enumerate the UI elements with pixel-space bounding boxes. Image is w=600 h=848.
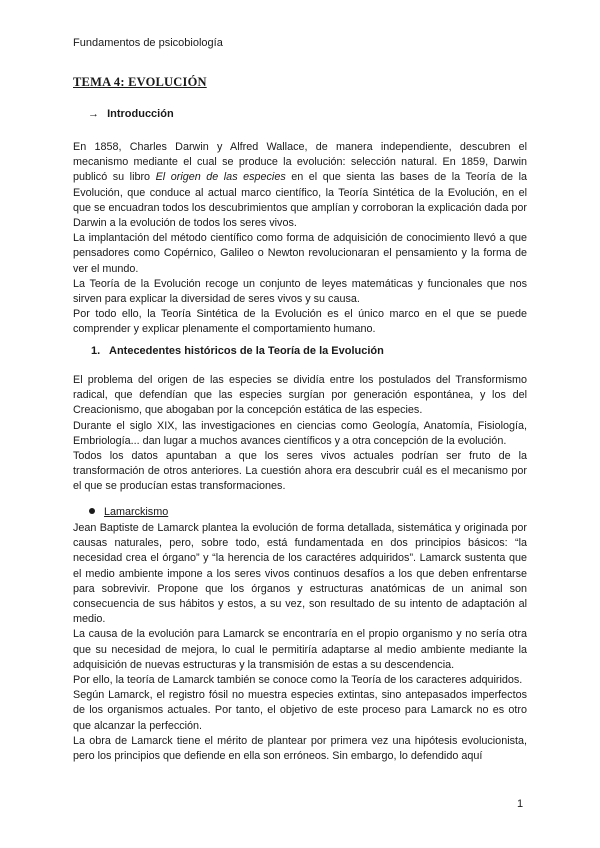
lamarck-bullet bbox=[89, 506, 168, 518]
intro-paragraph-3: La Teoría de la Evolución recoge un conjunto de leyes matemáticas y funcionales que nos sirven para explicar la diversidad de seres vivos y su causa. bbox=[73, 277, 527, 306]
arrow-right-icon: → bbox=[88, 108, 99, 120]
intro-body bbox=[73, 140, 527, 338]
lamarck-paragraph-2: La causa de la evolución para Lamarck se encontraría en el propio organismo y no sería otra que su necesidad de mejora, lo cual le permitiría adaptarse al medio ambiente mediante la adquisición de nuevas estructuras y la transmisión de estas a su descendencia. bbox=[73, 628, 527, 671]
intro-paragraph-4: Por todo ello, la Teoría Sintética de la Evolución es el único marco en el que se puede comprender y explicar plenamente el comportamiento humano. bbox=[73, 308, 527, 336]
intro-paragraph-2: La implantación del método científico como forma de adquisición de conocimiento llevó a que pensadores como Copérnico, Galileo o Newton revolucionaran el pensamiento y la forma de ver el mundo. bbox=[73, 232, 527, 275]
lamarck-paragraph-5: La obra de Lamarck tiene el mérito de plantear por primera vez una hipótesis evolucionista, pero los principios que defiende en ella son erróneos. Sin embargo, lo defendido aquí bbox=[73, 734, 527, 763]
lamarck-body bbox=[73, 521, 527, 764]
section-1-paragraph-3: Todos los datos apuntaban a que los seres vivos actuales podrían ser fruto de la transformación de otros anteriores. La cuestión ahora era descubrir cuál es el mecanismo por el que se producían estas transformaciones. bbox=[73, 450, 527, 493]
lamarck-paragraph-1: Jean Baptiste de Lamarck plantea la evolución de forma detallada, sistemática y originada por causas naturales, pero, sobre todo, está fundamentada en dos principios básicos: “la necesidad crea el órgano” y “la herencia de los caractéres adquiridos”. Lamarck sustenta que el medio ambiente impone a los seres vivos continuos desafíos a los que deben enfrentarse para sobrevivir. Propone que los órganos y estructuras anatómicas de un animal son consecuencia de sus hábitos y estos, a su vez, son resultado de su intento de adaptación al medio. bbox=[73, 522, 527, 626]
bullet-dot-icon bbox=[89, 508, 95, 514]
lamarck-bullet-label: Lamarckismo bbox=[104, 506, 169, 518]
lamarck-paragraph-3: Por ello, la teoría de Lamarck también se conoce como la Teoría de los caracteres adquiridos. bbox=[73, 674, 523, 687]
section-number: 1. bbox=[91, 345, 101, 357]
section-1-paragraph-2: Durante el siglo XIX, las investigaciones en ciencias como Geología, Anatomía, Fisiología, Embriología... dan lugar a muchos avances científicos y a otra concepción de la evolución. bbox=[73, 419, 527, 447]
intro-heading-text: Introducción bbox=[107, 108, 174, 120]
book-title: El origen de las especies bbox=[155, 171, 286, 184]
section-1-body bbox=[73, 373, 527, 495]
page-header: Fundamentos de psicobiología bbox=[73, 37, 223, 49]
lamarck-paragraph-4: Según Lamarck, el registro fósil no muestra especies extintas, sino antepasados imperfectos de los organismos actuales. Por tanto, el objetivo de este proceso para Lamarck no es otro que alcanzar la perfección. bbox=[73, 689, 527, 732]
section-1-heading-text: Antecedentes históricos de la Teoría de la Evolución bbox=[109, 345, 384, 357]
section-1-paragraph-1: El problema del origen de las especies se dividía entre los postulados del Transformismo radical, que defendían que las especies surgían por generación espontánea, y los del Creacionismo, que abogaban por la concepción estática de las especies. bbox=[73, 374, 527, 417]
intro-heading bbox=[88, 108, 174, 120]
section-1-heading bbox=[91, 345, 384, 357]
intro-paragraph-1 bbox=[73, 140, 527, 231]
page-number: 1 bbox=[517, 798, 524, 810]
chapter-title: TEMA 4: EVOLUCIÓN bbox=[73, 75, 207, 89]
intro-p1-end: en el que sienta las bases de la Teoría de la Evolución, que conduce al actual marco científico, la Teoría Sintética de la Evolución, en el que se encuadran todos los descubrimientos que amplían y corroboran la explicación dada por Darwin a la evolución de todos los seres vivos. bbox=[73, 171, 527, 230]
intro-p1-start: En 1858, Charles Darwin y Alfred Wallace, de manera independiente, descubren el mecanismo mediante el cual se produce la evolución: selección natural. En 1859, Darwin publicó su libro bbox=[73, 141, 527, 184]
